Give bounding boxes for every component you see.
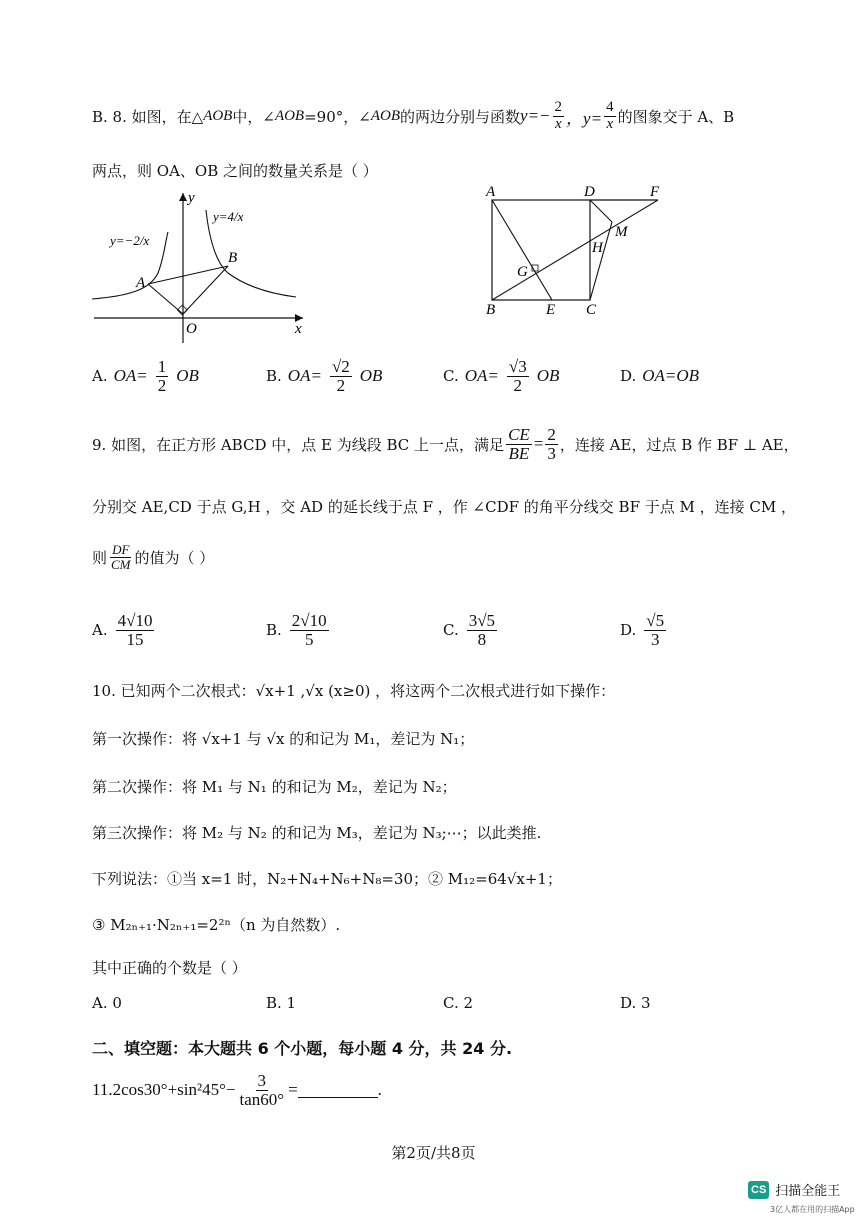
option-rhs: OB (536, 366, 560, 386)
option-rhs: OB (176, 366, 199, 386)
sq-c: C (586, 302, 597, 318)
q9-text: ，连接 AE，过点 B 作 BF ⊥ AE， (559, 435, 799, 454)
q8-text: AOB (274, 107, 305, 124)
fn2-prefix: ，y= (566, 108, 603, 128)
q9-square-figure (480, 180, 680, 320)
option-num: √5 (646, 611, 665, 630)
option-den: 8 (477, 629, 487, 649)
q8-option-d[interactable] (620, 366, 699, 386)
option-rhs: OB (359, 366, 383, 386)
q11-num: 3 (257, 1071, 267, 1090)
q9-line3 (92, 543, 214, 571)
option-lhs: OA= (464, 366, 499, 386)
sq-m: M (615, 224, 628, 240)
q9-val-den: 3 (547, 443, 556, 463)
option-letter: C. (443, 367, 459, 386)
q10-line4: 第三次操作：将 M₂ 与 N₂ 的和记为 M₃，差记为 N₃;⋯；以此类推. (92, 824, 542, 842)
q11-suffix: = (288, 1080, 298, 1100)
sq-h: H (592, 240, 603, 256)
fn2-fraction (604, 100, 616, 133)
option-num: 4√10 (117, 611, 153, 630)
q8-option-c[interactable] (443, 358, 559, 395)
option-den: 2 (157, 375, 167, 395)
q10-line6: ③ M₂ₙ₊₁·N₂ₙ₊₁=2²ⁿ（n 为自然数）. (92, 916, 341, 934)
fn2-num: 4 (606, 99, 614, 115)
watermark-tagline: 3亿人都在用的扫描App (770, 1205, 855, 1214)
q8-line1 (92, 100, 812, 133)
q9-text: 则 (92, 548, 108, 567)
option-letter: A. (92, 367, 108, 386)
q8-graph (88, 188, 313, 348)
curve-left-label: y=−2/x (110, 233, 150, 248)
option-den: 2 (513, 375, 523, 395)
cs-logo-badge: CS (748, 1181, 769, 1199)
q9-line1 (92, 426, 812, 463)
fn1-fraction (553, 100, 565, 133)
q9-line3-num: DF (112, 542, 130, 557)
q10-line7: 其中正确的个数是（ ） (92, 959, 247, 977)
q9-frac-den: BE (508, 443, 530, 463)
x-axis-label: x (295, 321, 302, 337)
q10-line2: 第一次操作：将 √x+1 与 √x 的和记为 M₁，差记为 N₁； (92, 730, 475, 748)
q10-option-a[interactable]: A. 0 (92, 994, 122, 1012)
q10-line1: 10. 已知两个二次根式：√x+1 ,√x (x≥0) ，将这两个二次根式进行如下操作： (92, 682, 616, 700)
option-den: 15 (126, 629, 144, 649)
q9-text: 9. 如图，在正方形 ABCD 中，点 E 为线段 BC 上一点，满足 (92, 435, 505, 454)
origin-label: O (186, 321, 197, 337)
watermark-name: 扫描全能王 (775, 1184, 841, 1199)
option-lhs: OA= (287, 366, 322, 386)
q8-text: =90°，∠ (304, 107, 371, 126)
option-den: 3 (650, 629, 660, 649)
q10-option-b[interactable]: B. 1 (266, 994, 297, 1012)
q8-text: 中，∠ (232, 107, 275, 126)
option-den: 5 (304, 629, 314, 649)
option-num: 1 (157, 357, 167, 376)
option-num: √2 (331, 357, 350, 376)
q8-text: AOB (370, 107, 401, 124)
q9-frac-num: CE (508, 425, 530, 444)
q8-text: 的图象交于 A、B (617, 107, 735, 126)
q10-option-d[interactable]: D. 3 (620, 994, 651, 1012)
q8-option-a[interactable] (92, 358, 199, 395)
fn2-den: x (606, 115, 614, 132)
q8-text: B. 8. 如图，在△ (92, 107, 204, 126)
fn1-prefix: y=− (520, 106, 551, 126)
option-text: OA=OB (642, 366, 700, 385)
sq-g: G (517, 264, 528, 280)
q11 (92, 1072, 382, 1109)
sq-d: D (584, 184, 595, 200)
q10-line3: 第二次操作：将 M₁ 与 N₁ 的和记为 M₂，差记为 N₂； (92, 778, 457, 796)
option-letter: D. (620, 621, 637, 640)
q10-line5: 下列说法：①当 x=1 时，N₂+N₄+N₆+N₈=30；② M₁₂=64√x+1； (92, 870, 562, 888)
q11-answer-blank[interactable] (298, 1083, 378, 1098)
q8-text: AOB (203, 107, 233, 124)
point-a-label: A (136, 275, 146, 291)
page-footer: 第2页/共8页 (391, 1144, 476, 1162)
option-letter: B. (266, 367, 282, 386)
option-lhs: OA= (113, 366, 148, 386)
fn1-den: x (554, 115, 562, 132)
q9-line3-den: CM (111, 556, 131, 572)
camscanner-watermark (748, 1180, 840, 1199)
fn1-num: 2 (554, 99, 563, 115)
q8-line2: 两点，则 OA、OB 之间的数量关系是（ ） (92, 162, 378, 180)
q8-text: 的两边分别与函数 (400, 107, 521, 126)
option-num: 3√5 (468, 611, 496, 630)
y-axis-label: y (188, 190, 195, 206)
option-letter: A. (92, 621, 108, 640)
q9-option-a[interactable] (92, 612, 156, 649)
curve-right-label: y=4/x (213, 209, 244, 224)
q9-option-b[interactable] (266, 612, 331, 649)
sq-f: F (650, 184, 660, 200)
option-num: 2√10 (291, 611, 327, 630)
sq-b: B (486, 302, 496, 318)
q11-end: . (377, 1080, 382, 1100)
option-letter: B. (266, 621, 282, 640)
q9-text: 的值为（ ） (134, 548, 215, 567)
q9-eq: = (533, 434, 544, 454)
option-den: 2 (336, 375, 346, 395)
option-letter: D. (620, 367, 637, 385)
q8-option-b[interactable] (266, 358, 382, 395)
section-heading: 二、填空题：本大题共 6 个小题，每小题 4 分，共 24 分. (92, 1039, 513, 1058)
sq-e: E (546, 302, 556, 318)
q9-line2: 分别交 AE,CD 于点 G,H ，交 AD 的延长线于点 F ，作 ∠CDF 的角平分线交 BF 于点 M ，连接 CM ， (92, 498, 797, 516)
q10-option-c[interactable]: C. 2 (443, 994, 474, 1012)
q11-den: tan60° (239, 1089, 285, 1109)
q9-val-num: 2 (547, 425, 556, 444)
option-letter: C. (443, 621, 459, 640)
sq-a: A (486, 184, 496, 200)
point-b-label: B (228, 250, 238, 266)
q9-option-c[interactable] (443, 612, 499, 649)
q9-option-d[interactable] (620, 612, 668, 649)
q11-prefix: 11.2cos30°+sin²45°− (92, 1080, 236, 1100)
option-num: √3 (508, 357, 527, 376)
